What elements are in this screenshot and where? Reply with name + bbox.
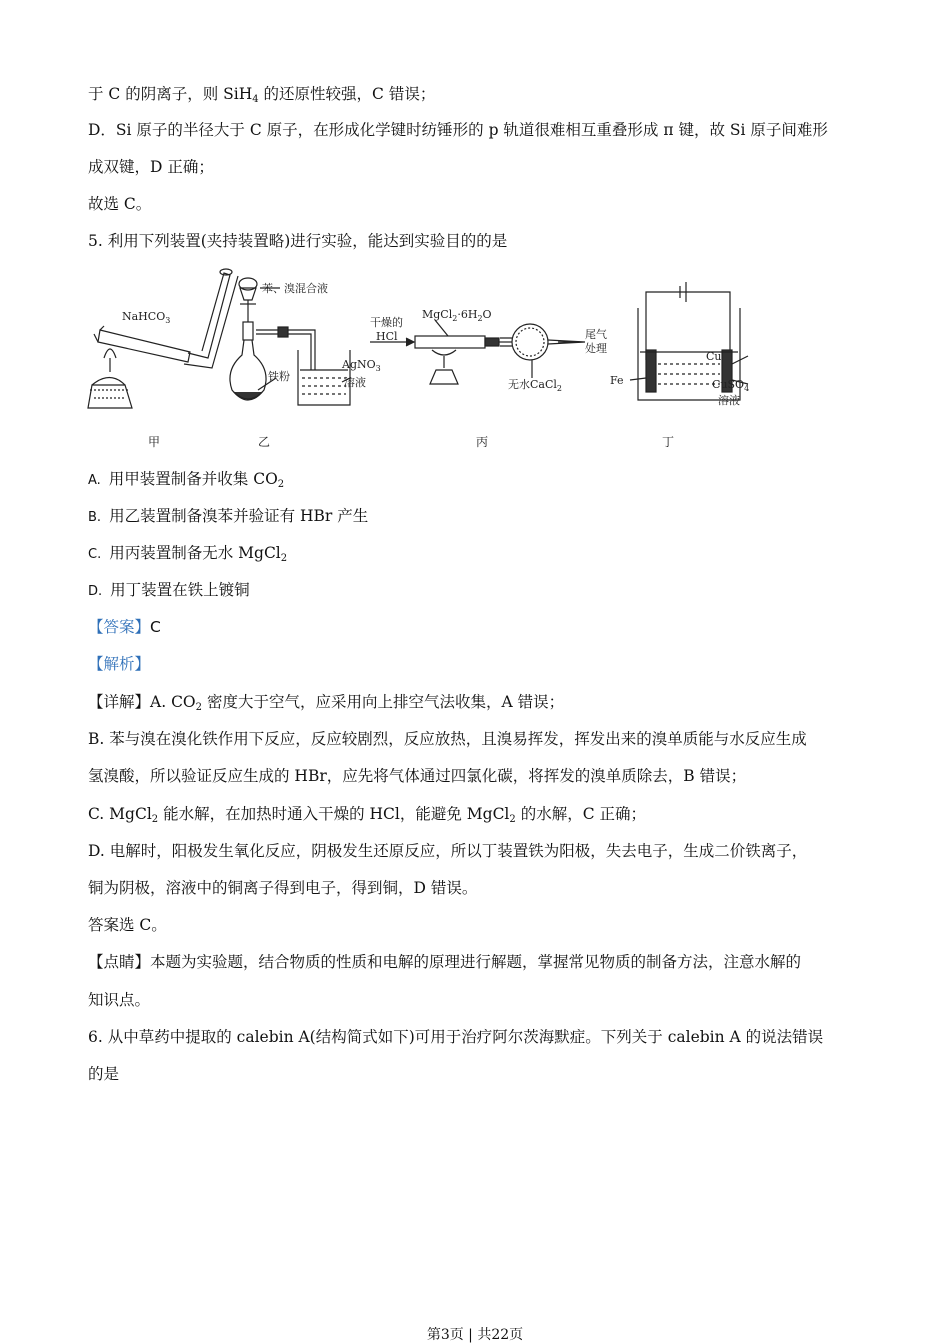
label-cu: Cu (706, 350, 722, 363)
option-letter: C. (88, 547, 102, 562)
subscript: 2 (509, 814, 516, 825)
option-text: 用甲装置制备并收集 CO (108, 470, 278, 488)
apparatus-yi (230, 278, 350, 405)
analysis-line (88, 654, 150, 674)
label-dry: 干燥的 (370, 316, 403, 329)
line-part: 本题为实验题，结合物质的性质和电解的原理进行解题，掌握常见物质的制备方法，注意水解的 (150, 953, 802, 971)
page-footer: 第3页 | 共22页 (426, 1327, 524, 1343)
question-6-stem-2: 的是 (88, 1065, 120, 1083)
line-part: 能水解，在加热时通入干燥的 HCl，能避免 MgCl (158, 805, 510, 823)
answer-tag: 【答案】 (88, 618, 151, 636)
label-agno3: AgNO$_3$ (342, 358, 381, 373)
answer-value: C (150, 618, 161, 636)
label-hcl: HCl (376, 330, 398, 343)
label-tail-gas-2: 处理 (585, 342, 607, 355)
text-line: 故选 C。 (88, 195, 152, 213)
option-letter: B. (88, 510, 102, 525)
detail-b-1: B. 苯与溴在溴化铁作用下反应，反应较剧烈，反应放热，且溴易挥发，挥发出来的溴单质能与水反应生成 (88, 730, 807, 748)
option-b (88, 506, 368, 528)
line-part: A. CO (150, 693, 196, 711)
option-text: 用丁装置在铁上镀铜 (110, 581, 250, 599)
question-5-stem: 5. 利用下列装置(夹持装置略)进行实验，能达到实验目的的是 (88, 232, 508, 250)
subscript: 2 (277, 479, 285, 490)
label-cuso4-solution: 溶液 (718, 394, 740, 407)
subscript: 2 (280, 553, 288, 564)
text-line: 成双键，D 正确； (88, 158, 214, 176)
label-iron: 铁粉 (268, 370, 290, 383)
text-line (88, 84, 435, 110)
label-mgcl2-hydrate: $MgCl_2\cdot 6H_2O$ (422, 308, 492, 323)
caption-ding: 丁 (662, 435, 675, 449)
label-fe: Fe (610, 374, 624, 387)
subscript: 2 (151, 814, 159, 825)
option-text: 用乙装置制备溴苯并验证有 HBr 产生 (109, 507, 369, 525)
caption-jia: 甲 (148, 435, 161, 449)
label-cuso4: CuSO$_4$ (712, 378, 750, 393)
detail-tag: 【详解】 (88, 693, 151, 711)
comment-tag: 【点睛】 (88, 953, 151, 971)
option-letter: D. (88, 584, 103, 599)
text-line: D．Si 原子的半径大于 C 原子，在形成化学键时纺锤形的 p 轨道很难相互重叠形成 π 键，故 Si 原子间难形 (88, 121, 828, 139)
label-tail-gas-1: 尾气 (585, 328, 607, 341)
detail-d-1: D. 电解时，阳极发生氧化反应，阴极发生还原反应，所以丁装置铁为阳极，失去电子，生成二价铁离子， (88, 842, 808, 860)
option-d (88, 580, 250, 602)
subscript: 2 (195, 702, 203, 713)
line-part: 的水解，C 正确； (515, 805, 646, 823)
caption-yi: 乙 (258, 435, 271, 449)
subscript: 4 (252, 94, 259, 105)
line-part: 密度大于空气，应采用向上排空气法收集，A 错误； (202, 693, 565, 711)
detail-b-2: 氢溴酸，所以验证反应生成的 HBr，应先将气体通过四氯化碳，将挥发的溴单质除去，B 错误； (88, 767, 747, 785)
apparatus-figure (80, 260, 800, 455)
line-part: 的还原性较强，C 错误； (258, 85, 436, 103)
conclusion: 答案选 C。 (88, 916, 167, 934)
label-cacl2: 无水CaCl$_2$ (508, 378, 563, 393)
caption-bing: 丙 (476, 435, 489, 449)
line-part: 于 C 的阴离子，则 SiH (88, 85, 253, 103)
option-text: 用丙装置制备无水 MgCl (109, 544, 281, 562)
apparatus-bing (370, 320, 585, 384)
option-letter: A. (88, 473, 101, 488)
answer-line (88, 617, 161, 637)
analysis-tag: 【解析】 (88, 655, 151, 673)
detail-d-2: 铜为阴极，溶液中的铜离子得到电子，得到铜，D 错误。 (88, 879, 478, 897)
comment-1 (88, 952, 801, 972)
comment-2: 知识点。 (88, 991, 151, 1009)
label-nahco3: NaHCO$_3$ (122, 310, 171, 325)
question-6-stem-1: 6. 从中草药中提取的 calebin A(结构简式如下)可用于治疗阿尔茨海默症。下列关于 calebin A 的说法错误 (88, 1028, 824, 1046)
option-c (88, 543, 287, 569)
detail-c (88, 804, 646, 830)
label-funnel: 苯、溴混合液 (262, 282, 328, 295)
label-agno3-solution: 溶液 (344, 376, 366, 389)
apparatus-jia (88, 269, 238, 408)
line-part: C. MgCl (88, 805, 152, 823)
option-a (88, 469, 284, 495)
detail-a (88, 692, 564, 718)
